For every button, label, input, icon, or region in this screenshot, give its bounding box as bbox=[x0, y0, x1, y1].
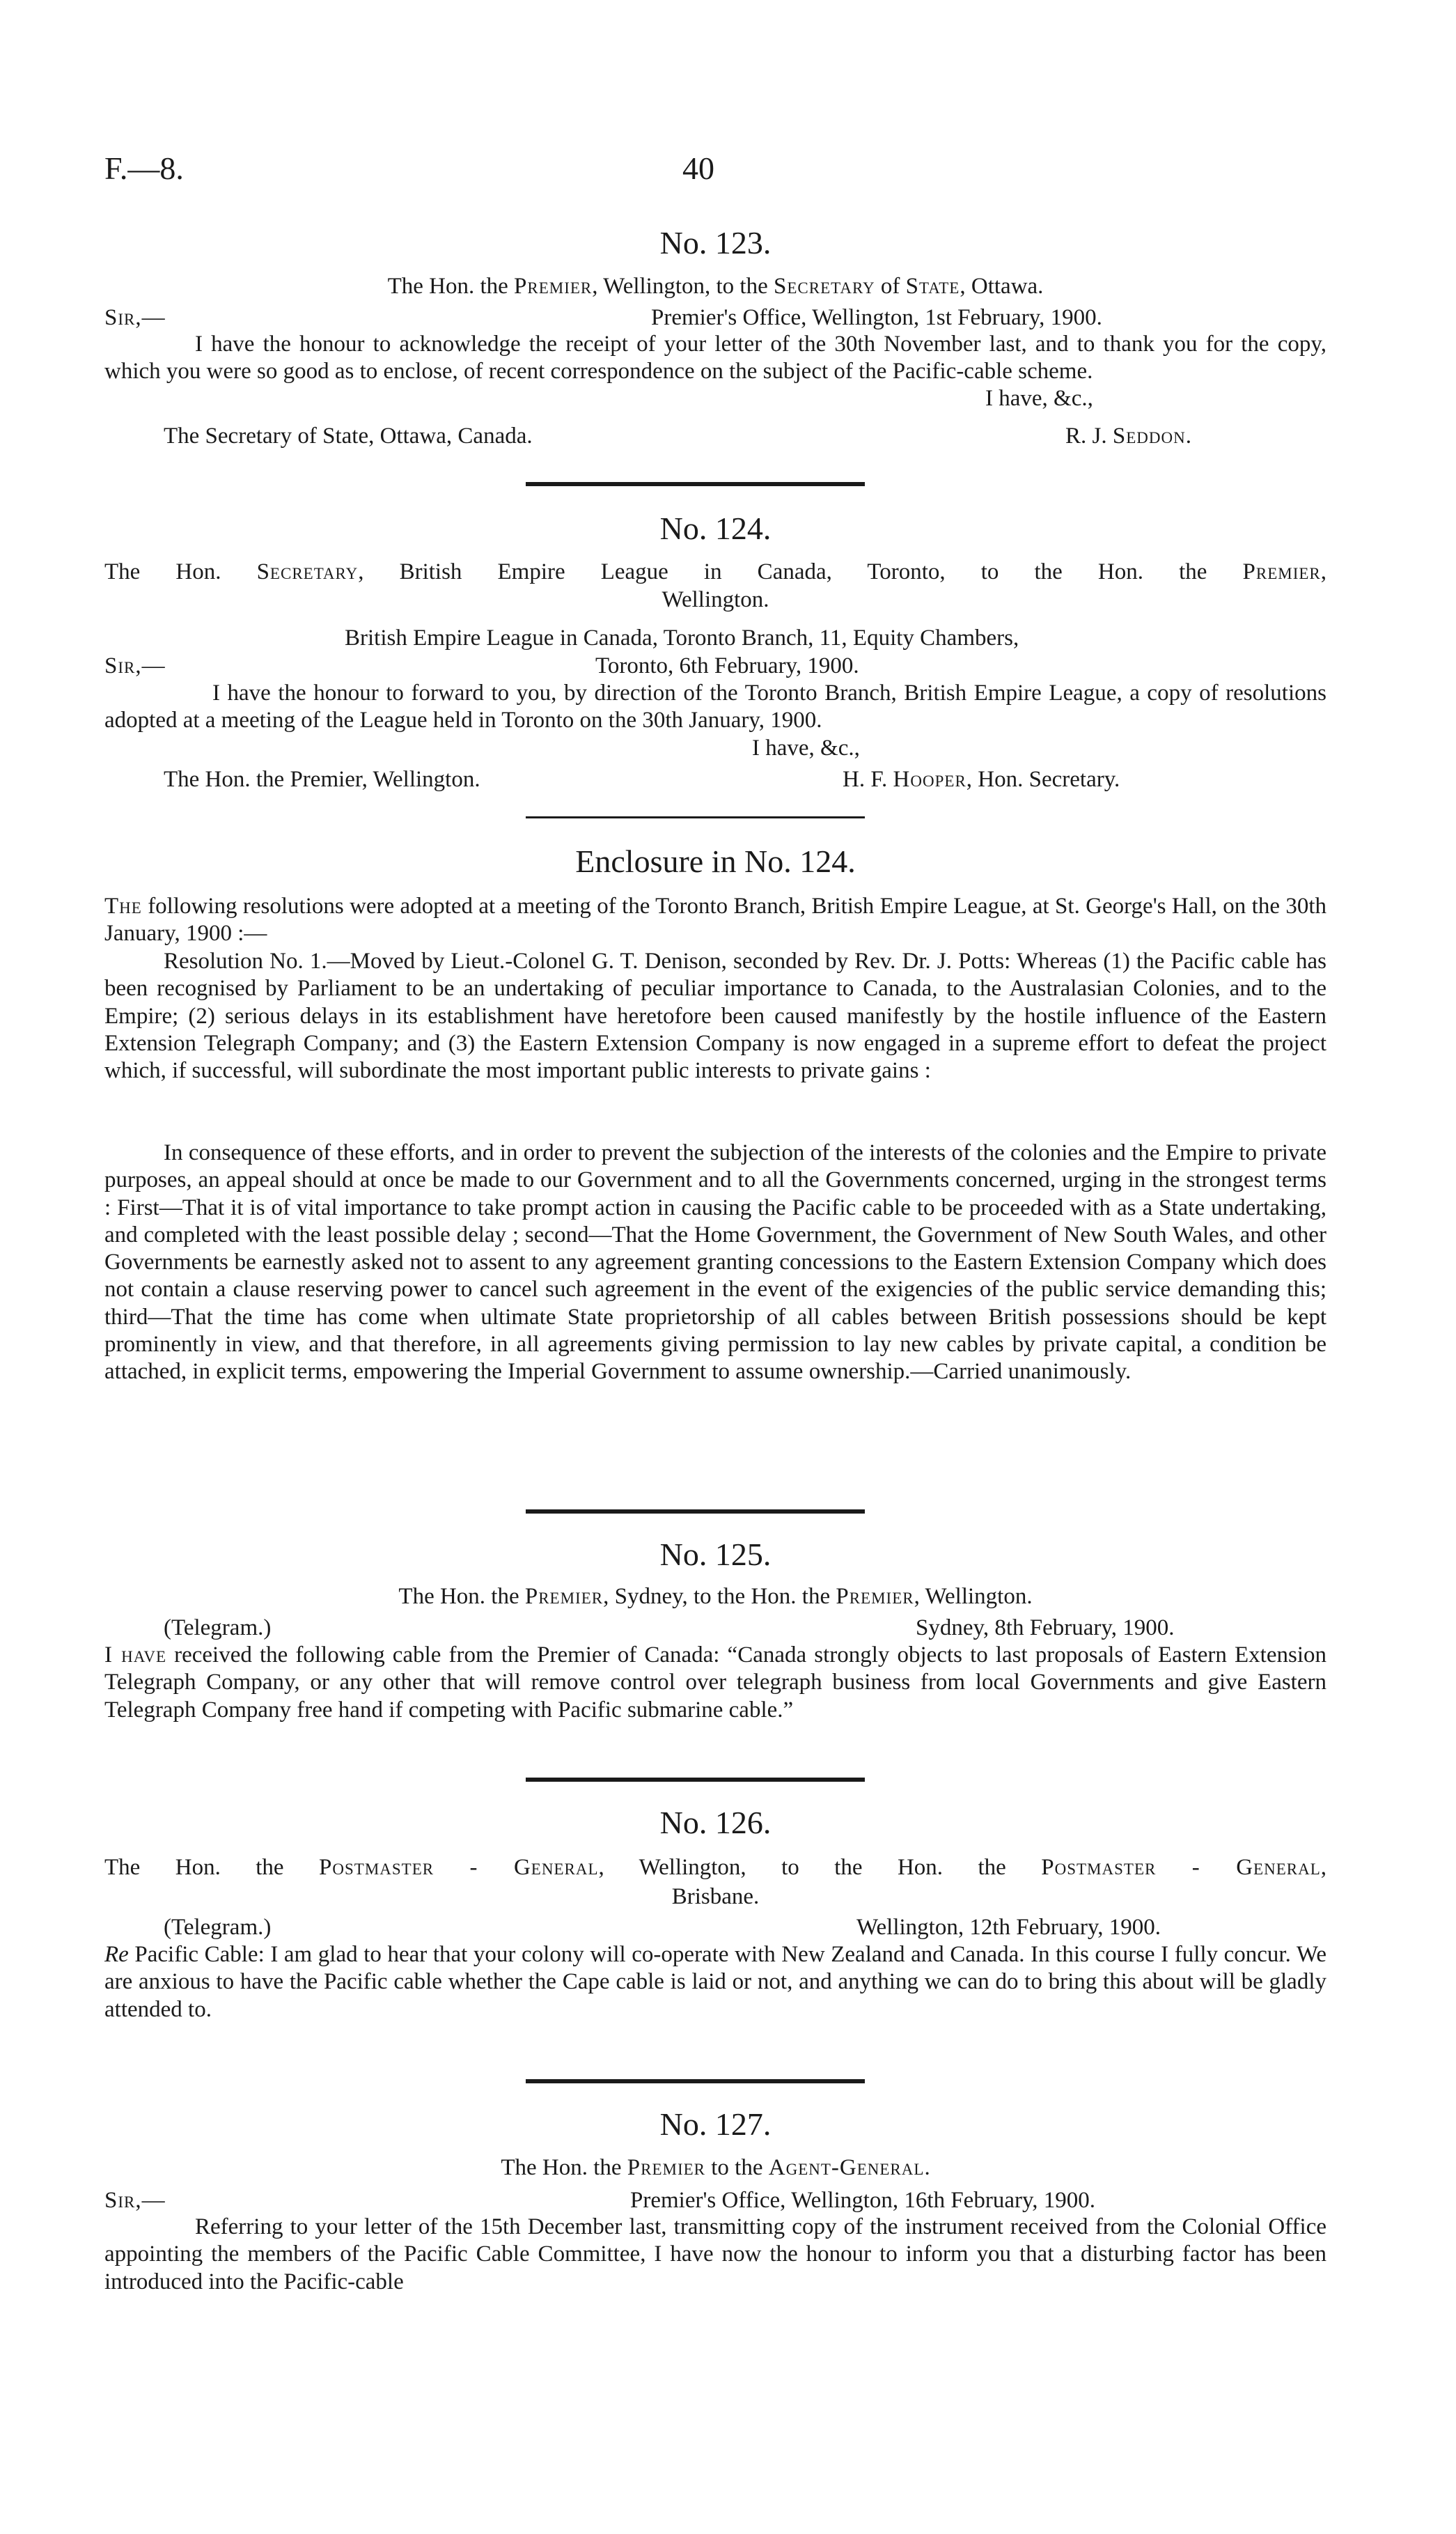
section-title-124-line2: Wellington. bbox=[662, 587, 769, 612]
section-title-123: The Hon. the Premier, Wellington, to the Secretary of State, Ottawa. bbox=[387, 274, 1044, 299]
section-number-125: No. 125. bbox=[659, 1537, 772, 1572]
document-page bbox=[104, 0, 1326, 2534]
enclosure-title: Enclosure in No. 124. bbox=[575, 844, 856, 879]
section-divider bbox=[526, 1778, 865, 1782]
section-title-125: The Hon. the Premier, Sydney, to the Hon. the Premier, Wellington. bbox=[398, 1584, 1033, 1609]
section-title-127: The Hon. the Premier to the Agent-General. bbox=[501, 2155, 930, 2180]
salutation: Sir,— bbox=[104, 2188, 166, 2213]
letter-body: Referring to your letter of the 15th December last, transmitting copy of the instrument received from the Colonial Office appointing the members of the Pacific Cable Committee, I have now the honour to inform you that a disturbing factor has been introduced into the Pacific-cable bbox=[104, 2214, 1326, 2294]
telegram-body: Re Pacific Cable: I am glad to hear that your colony will co-operate with New Zealand and Canada. In this course I fully concur. We are anxious to have the Pacific cable whether the Cape cable is laid or not, and anything we can do to bring this about will be gladly attended to. bbox=[104, 1942, 1326, 2022]
letter-body: I have the honour to forward to you, by direction of the Toronto Branch, British Empire League, a copy of resolutions adopted at a meeting of the League held in Toronto on the 30th January, 1900. bbox=[104, 681, 1326, 733]
section-number-126: No. 126. bbox=[659, 1805, 772, 1840]
dateline: Premier's Office, Wellington, 16th February, 1900. bbox=[630, 2188, 1096, 2213]
enclosure-intro: The following resolutions were adopted at a meeting of the Toronto Branch, British Empire League, at St. George's Hall, on the 30th January, 1900 :— bbox=[104, 894, 1326, 947]
signature: H. F. Hooper, Hon. Secretary. bbox=[843, 767, 1120, 792]
telegram-body: I have received the following cable from the Premier of Canada: “Canada strongly objects to last proposals of Eastern Extension Telegraph Company, or any other that will remove control over telegraph business from local Governments and give Eastern Telegraph Company free hand if competing with Pacific submarine cable.” bbox=[104, 1642, 1327, 1723]
section-title-126-line2: Brisbane. bbox=[671, 1884, 760, 1909]
closing: I have, &c., bbox=[985, 386, 1093, 411]
closing: I have, &c., bbox=[752, 736, 860, 761]
signature: R. J. Seddon. bbox=[1065, 423, 1192, 449]
dateline: Wellington, 12th February, 1900. bbox=[856, 1915, 1161, 1940]
section-divider bbox=[526, 2079, 865, 2083]
salutation: Sir,— bbox=[104, 305, 166, 330]
section-number-127: No. 127. bbox=[659, 2106, 772, 2142]
section-title-124: The Hon. Secretary, British Empire League in Canada, Toronto, to the Hon. the Premier, bbox=[104, 559, 1326, 584]
enclosure-resolution: Resolution No. 1.—Moved by Lieut.-Colonel G. T. Denison, seconded by Rev. Dr. J. Potts: Whereas (1) the Pacific cable has been recognised by Parliament to be an undertaking of peculiar importance to Canada, to the Australasian Colonies, and to the Empire; (2) serious delays in its establishment have heretofore been caused manifestly by the hostile influence of the Eastern Extension Telegraph Company; and (3) the Eastern Extension Company is now engaged in a supreme effort to defeat the project which, if successful, will subordinate the most important public interests to private gains : bbox=[104, 949, 1326, 1084]
address-line: British Empire League in Canada, Toronto Branch, 11, Equity Chambers, bbox=[345, 625, 1019, 651]
telegram-tag: (Telegram.) bbox=[164, 1915, 272, 1940]
salutation: Sir,— bbox=[104, 653, 166, 678]
dateline: Toronto, 6th February, 1900. bbox=[595, 653, 859, 678]
section-number-124: No. 124. bbox=[659, 511, 772, 546]
document-reference: F.—8. bbox=[104, 150, 184, 186]
addressee: The Hon. the Premier, Wellington. bbox=[164, 767, 480, 792]
telegram-tag: (Telegram.) bbox=[164, 1615, 272, 1640]
page-number: 40 bbox=[682, 150, 714, 186]
section-divider bbox=[526, 482, 865, 486]
letter-body: I have the honour to acknowledge the receipt of your letter of the 30th November last, and to thank you for the copy, which you were so good as to enclose, of recent correspondence on the subject of the Pacific-cable scheme. bbox=[104, 332, 1326, 384]
dateline: Premier's Office, Wellington, 1st February, 1900. bbox=[651, 305, 1102, 330]
section-divider bbox=[526, 1509, 865, 1514]
section-number-123: No. 123. bbox=[659, 225, 772, 261]
addressee: The Secretary of State, Ottawa, Canada. bbox=[164, 423, 533, 449]
section-divider bbox=[526, 816, 865, 818]
enclosure-appeal: In consequence of these efforts, and in order to prevent the subjection of the interests of the colonies and the Empire to private purposes, an appeal should at once be made to our Government and to all the Governments concerned, urging in the strongest terms : First—That it is of vital importance to take prompt action in causing the Pacific cable to be proceeded with as a State undertaking, and completed with the least possible delay ; second—That the Home Government, the Government of New South Wales, and other Governments be earnestly asked not to assent to any agreement granting concessions to the Eastern Extension Company which does not contain a clause reserving power to cancel such agreement in the event of the exigencies of the public service demanding this; third—That the time has come when ultimate State proprietorship of all cables between British possessions should be kept prominently in view, and that therefore, in all agreements giving permission to lay new cables by private capital, a condition be attached, in explicit terms, empowering the Imperial Government to assume ownership.—Carried unanimously. bbox=[104, 1140, 1326, 1385]
section-title-126: The Hon. the Postmaster - General, Wellington, to the Hon. the Postmaster - General, bbox=[104, 1855, 1326, 1880]
dateline: Sydney, 8th February, 1900. bbox=[916, 1615, 1175, 1640]
